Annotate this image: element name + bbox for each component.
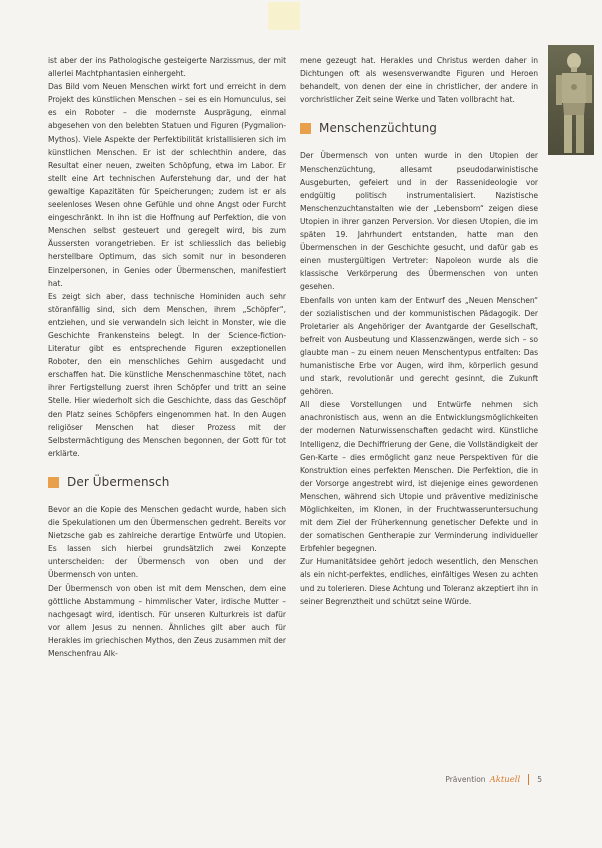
paragraph: mene gezeugt hat. Herakles und Christus werden daher in Dichtungen oft als wesensverwandte Figuren und Heroen behandelt, von denen der eine in christlicher, der andere in vorchristlicher Zeit seine Werke und Taten vollbracht hat. — [300, 56, 538, 105]
paragraph: Bevor an die Kopie des Menschen gedacht wurde, haben sich die Spekulationen um den Übermenschen gedreht. Bereits vor Nietzsche gab es zahlreiche derartige Entwürfe und Utopien. Es lassen sich hierbei grundsätzlich zwei Konzepte unterscheiden: der Übermensch von oben und der Übermensch von unten. — [48, 505, 286, 580]
paragraph: Zur Humanitätsidee gehört jedoch wesentlich, den Menschen als ein nicht-perfektes, endliches, einfältiges Wesen zu achten und zu tolerieren. Diese Achtung und Toleranz akzeptiert ihn in seiner Begrenztheit und schützt seine Würde. — [300, 557, 538, 606]
left-column — [48, 54, 286, 660]
heading-text: Der Übermensch — [67, 474, 170, 489]
robot-figure-icon — [548, 45, 594, 155]
paragraph: Der Übermensch von oben ist mit dem Menschen, dem eine göttliche Abstammung – himmlischer Vater, irdische Mutter – nachgesagt wird, identisch. Für unseren Kulturkreis ist dafür vor allem Jesus zu nennen. Ähnliches gilt aber auch für Herakles im griechischen Mythos, den Zeus zusammen mit der Menschenfrau Alk- — [48, 583, 286, 659]
paragraph: Das Bild vom Neuen Menschen wirkt fort und erreicht in dem Projekt des künstlichen Menschen – sei es ein Homunculus, sei es ein Roboter – die modernste Ausprägung, einmal abgesehen von den belebten Statuen und Figuren (Pygmalion-Mythos). Viele Aspekte der Perfektibilität kristallisieren sich im künstlichen Menschen. Er ist der schlechthin andere, das Resultat einer neuen, zweiten Schöpfung, etwa im Labor. Er stellt eine Art technischen Auferstehung dar, und der hat gewaltige Kapazitäten für Speicherungen; zudem ist er als seelenloses Wesen ohne Gefühle und ohne Angst oder Furcht eingeschränkt. In ihn ist die Hoffnung auf Perfektion, die von Menschen selbst gesteuert und geregelt wird, bis zum Äussersten vorangetrieben. Er ist schliesslich das beliebig herstellbare Optimum, das sich somit nur in besonderen Einzelpersonen, in Genies oder Übermenschen, manifestiert hat. — [48, 82, 286, 288]
footer-divider — [528, 774, 529, 785]
right-column — [300, 54, 538, 608]
footer-brand: Aktuell — [489, 774, 521, 785]
paragraph: All diese Vorstellungen und Entwürfe nehmen sich anachronistisch aus, wenn an die Entwicklungsmöglichkeiten der modernen Naturwissenschaften gedacht wird. Künstliche Intelligenz, die Dechiffrierung der Gene, die Vollständigkeit der Gen-Karte – dies ermöglicht ganz neue Perspektiven für die Konstruktion eines perfekten Menschen. Die Perfektion, die in der Vorsorge angestrebt wird, ist diejenige eines gewordenen Menschen, während sich Utopie und präventive medizinische Möglichkeiten, im Klonen, in der Fruchtwasseruntersuchung mit dem Ziel der Früherkennung genetischer Defekte und in der somatischen Gentherapie zur Verminderung individueller Erbfehler begegnen. — [300, 400, 538, 554]
page-number: 5 — [537, 775, 542, 784]
paragraph: ist aber der ins Pathologische gesteigerte Narzissmus, der mit allerlei Machtphantasien einhergeht. — [48, 56, 286, 79]
sticky-tab — [268, 2, 300, 30]
footer-section: Prävention — [445, 775, 486, 784]
section-heading-uebermensch — [48, 476, 286, 489]
paragraph: Es zeigt sich aber, dass technische Hominiden auch sehr störanfällig sind, sich dem Menschen, ihrem „Schöpfer“, entziehen, und sie verwandeln sich leicht in Monster, wie die Geschichte Frankensteins belegt. In der Science-fiction-Literatur gibt es entsprechende Figuren exzeptionellen Roboter, den ein menschliches Gehirn ausgedacht und erschaffen hat. Die künstliche Menschenmaschine tötet, nach ihrer Fertigstellung zuerst ihren Schöpfer und tritt an seine Stelle. Hier wiederholt sich die Geschichte, dass das Geschöpf den Platz seines Schöpfers eingenommen hat. In den Augen religiöser Menschen hat dieser Prozess mit der Selbstermächtigung des Menschen begonnen, der Gott für tot erklärte. — [48, 291, 286, 458]
robot-statue-photo — [548, 45, 594, 155]
heading-text: Menschenzüchtung — [319, 121, 438, 136]
paragraph: Der Übermensch von unten wurde in den Utopien der Menschenzüchtung, allesamt pseudodarwinistische Ausgeburten, gefeiert und in der Rassenideologie vor endgültig politisch instrumentalisiert. Nazistische Menschenzuchtanstalten wie der „Lebensborn“ zeigen diese Utopien in ihrer ganzen Perversion. Vor diesen Utopien, die im späten 19. Jahrhundert entstanden, hatte man den Übermenschen in der Geschichte gesucht, und dafür gab es einen mustergültigen Vertreter: Napoleon wurde als die klassische Verkörperung des Übermenschen von unten gesehen. — [300, 151, 538, 292]
paragraph: Ebenfalls von unten kam der Entwurf des „Neuen Menschen“ der sozialistischen und der kommunistischen Pädagogik. Der Proletarier als Angehöriger der Avantgarde der Gesellschaft, befreit von Ausbeutung und Klassenzwängen, werde sich – so glaubte man – zu einem neuen Menschentypus entfalten: Das humanistische Erbe vor Augen, wird ihm, körperlich gesund und stark, revolutionär und gerecht gesinnt, die Zukunft gehören. — [300, 295, 538, 397]
page-footer — [445, 774, 542, 785]
heading-square-icon — [300, 123, 311, 134]
heading-square-icon — [48, 477, 59, 488]
section-heading-menschenzuechtung — [300, 122, 538, 135]
